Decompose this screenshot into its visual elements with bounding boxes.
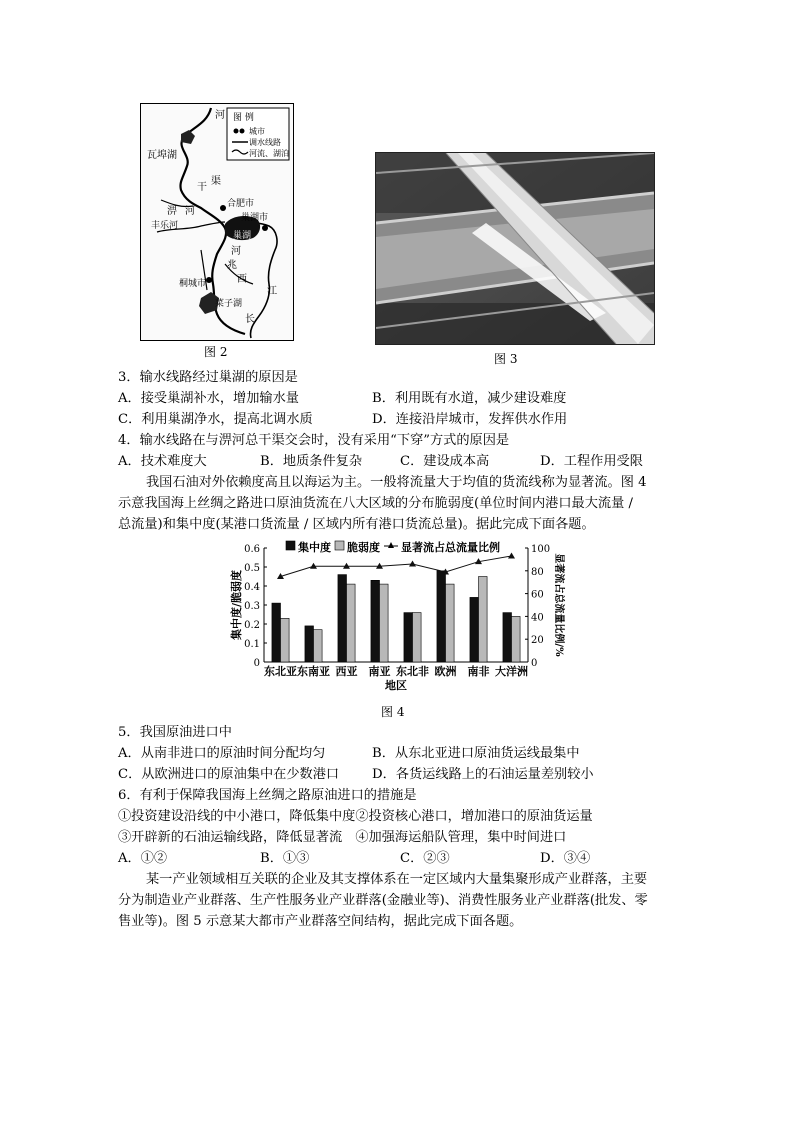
- q4-option-b: B．地质条件复杂: [260, 454, 363, 469]
- q5-option-d: D．各货运线路上的石油运量差别较小: [372, 767, 594, 782]
- bar-脆弱度: [380, 584, 389, 662]
- bar-集中度: [338, 575, 347, 662]
- q4-stem: 4．输水线路在与淠河总干渠交会时，没有采用“下穿”方式的原因是: [118, 433, 510, 448]
- map-label: 瓦埠湖: [147, 150, 177, 161]
- map-label: 巢湖: [233, 231, 252, 241]
- x-tick-label: 南亚: [368, 665, 391, 678]
- y-axis-label: 集中度/脆弱度: [230, 569, 243, 641]
- bar-脆弱度: [281, 618, 290, 662]
- legend-swatch: [335, 541, 344, 550]
- q5-option-a: A．从南非进口的原油时间分配均匀: [118, 746, 326, 761]
- legend-item: 调水线路: [249, 138, 281, 147]
- legend-title: 图 例: [233, 113, 254, 123]
- y-tick-label: 0.5: [244, 563, 260, 574]
- bar-集中度: [305, 626, 314, 662]
- intro2-line-1: 我国石油对外依赖度高且以海运为主。一般将流量大于均值的货流线称为显著流。图 4: [146, 475, 647, 490]
- wabu-lake-shape: [181, 130, 195, 144]
- y-tick-label: 0.1: [244, 639, 260, 650]
- q6-statements-2: ③开辟新的石油运输线路，降低显著流 ④加强海运船队管理，集中时间进口: [118, 830, 567, 845]
- bar-脆弱度: [479, 577, 488, 663]
- intro2-line-3: 总流量)和集中度(某港口货流量 / 区域内所有港口货流总量)。据此完成下面各题。: [118, 517, 595, 532]
- y-tick-label: 0.4: [244, 582, 260, 593]
- map-label: 淠: [167, 206, 177, 217]
- y-tick-label: 0.6: [244, 544, 260, 555]
- y2-tick-label: 40: [531, 612, 544, 624]
- q3-stem: 3．输水线路经过巢湖的原因是: [118, 370, 298, 385]
- x-tick-label: 大洋洲: [495, 665, 528, 678]
- map-label: 西: [237, 274, 247, 285]
- q3-option-b: B．利用既有水道，减少建设难度: [372, 391, 567, 406]
- q4-option-d: D．工程作用受限: [540, 454, 643, 469]
- aerial-bridge-illustration: [376, 153, 654, 344]
- bar-集中度: [437, 571, 446, 662]
- y2-tick-label: 100: [531, 544, 551, 555]
- map-drawing: [141, 104, 293, 340]
- q5-option-b: B．从东北亚进口原油货运线最集中: [372, 746, 580, 761]
- tongcheng-city-dot: [206, 277, 212, 283]
- bar-集中度: [470, 597, 479, 662]
- q4-option-c: C．建设成本高: [400, 454, 490, 469]
- q5-stem: 5．我国原油进口中: [118, 725, 232, 740]
- map-label: 河: [185, 206, 195, 217]
- y2-tick-label: 0: [531, 658, 538, 669]
- legend-item: 河流、湖泊: [249, 149, 289, 158]
- legend-swatch-marker: [388, 542, 394, 548]
- intro3-line-2: 分为制造业产业群落、生产性服务业产业群落(金融业等)、消费性服务业产业群落(批发、零: [118, 893, 648, 908]
- map-label: 河: [215, 110, 225, 121]
- figure-4-caption: 图 4: [381, 705, 405, 719]
- bar-脆弱度: [413, 613, 422, 662]
- x-tick-label: 欧洲: [434, 665, 457, 678]
- bar-脆弱度: [512, 616, 521, 662]
- map-label: 干: [197, 182, 207, 193]
- legend-label: 显著流占总流量比例: [401, 541, 500, 554]
- x-tick-label: 东南亚: [297, 665, 330, 678]
- bar-集中度: [272, 603, 281, 662]
- figure-2-map: [140, 103, 294, 341]
- figure-4-chart: [228, 538, 568, 694]
- q6-option-d: D．③④: [540, 851, 591, 866]
- legend-city-symbol: [234, 129, 239, 134]
- line-point: [409, 560, 416, 566]
- q6-option-c: C．②③: [400, 851, 450, 866]
- figure-3-caption: 图 3: [494, 352, 518, 366]
- q4-option-a: A．技术难度大: [118, 454, 207, 469]
- bar-脆弱度: [446, 584, 455, 662]
- chaohu-city-dot: [262, 225, 268, 231]
- line-point: [508, 552, 515, 558]
- map-label: 江: [267, 286, 277, 297]
- map-label: 合肥市: [227, 199, 255, 209]
- intro2-line-2: 示意我国海上丝绸之路进口原油货流在八大区域的分布脆弱度(单位时间内港口最大流量 /: [118, 496, 633, 511]
- hefei-city-dot: [220, 205, 226, 211]
- x-tick-label: 南非: [467, 665, 490, 678]
- legend-label: 脆弱度: [347, 541, 380, 554]
- intro3-line-3: 售业等)。图 5 示意某大都市产业群落空间结构，据此完成下面各题。: [118, 914, 523, 929]
- line-point: [343, 563, 350, 569]
- bar-脆弱度: [314, 630, 323, 662]
- figure-3-photo: [375, 152, 655, 345]
- x-tick-label: 东北亚: [264, 665, 297, 678]
- bar-脆弱度: [347, 584, 356, 662]
- y-tick-label: 0.2: [244, 620, 260, 631]
- legend-item: 城市: [249, 127, 265, 136]
- q3-option-a: A．接受巢湖补水，增加输水量: [118, 391, 299, 406]
- map-label: 河: [231, 246, 241, 257]
- bar-集中度: [404, 613, 413, 662]
- bar-集中度: [503, 613, 512, 662]
- q5-option-c: C．从欧洲进口的原油集中在少数港口: [118, 767, 340, 782]
- map-label: 丰乐河: [151, 221, 179, 231]
- map-label: 兆: [227, 260, 237, 271]
- q6-statements-1: ①投资建设沿线的中小港口，降低集中度②投资核心港口，增加港口的原油货运量: [118, 809, 593, 824]
- map-label: 长: [245, 314, 255, 325]
- q3-option-c: C．利用巢湖净水，提高北调水质: [118, 412, 313, 427]
- legend-swatch: [286, 541, 295, 550]
- q3-option-d: D．连接沿岸城市，发挥供水作用: [372, 412, 568, 427]
- q6-option-a: A．①②: [118, 851, 168, 866]
- map-label: 桐城市: [179, 279, 207, 289]
- figure-2-caption: 图 2: [204, 345, 228, 359]
- x-tick-label: 西亚: [335, 665, 358, 678]
- map-label: 渠: [211, 176, 221, 187]
- map-label: 菜子湖: [215, 299, 243, 309]
- y-tick-label: 0.3: [244, 601, 260, 612]
- intro3-line-1: 某一产业领域相互关联的企业及其支撑体系在一定区域内大量集聚形成产业群落，主要: [146, 872, 648, 887]
- q6-stem: 6．有利于保障我国海上丝绸之路原油进口的措施是: [118, 788, 417, 803]
- map-label: 巢湖市: [241, 213, 269, 223]
- x-tick-label: 东北非: [396, 665, 429, 678]
- line-point: [310, 563, 317, 569]
- y-tick-label: 0: [253, 658, 260, 669]
- y2-tick-label: 60: [531, 589, 544, 601]
- y2-tick-label: 80: [531, 566, 544, 578]
- bar-集中度: [371, 580, 380, 662]
- q6-option-b: B．①③: [260, 851, 310, 866]
- y2-tick-label: 20: [531, 635, 544, 647]
- legend-label: 集中度: [298, 541, 331, 554]
- y2-axis-label: 显著流占总流量比例/%: [553, 553, 564, 657]
- x-axis-label: 地区: [385, 679, 407, 692]
